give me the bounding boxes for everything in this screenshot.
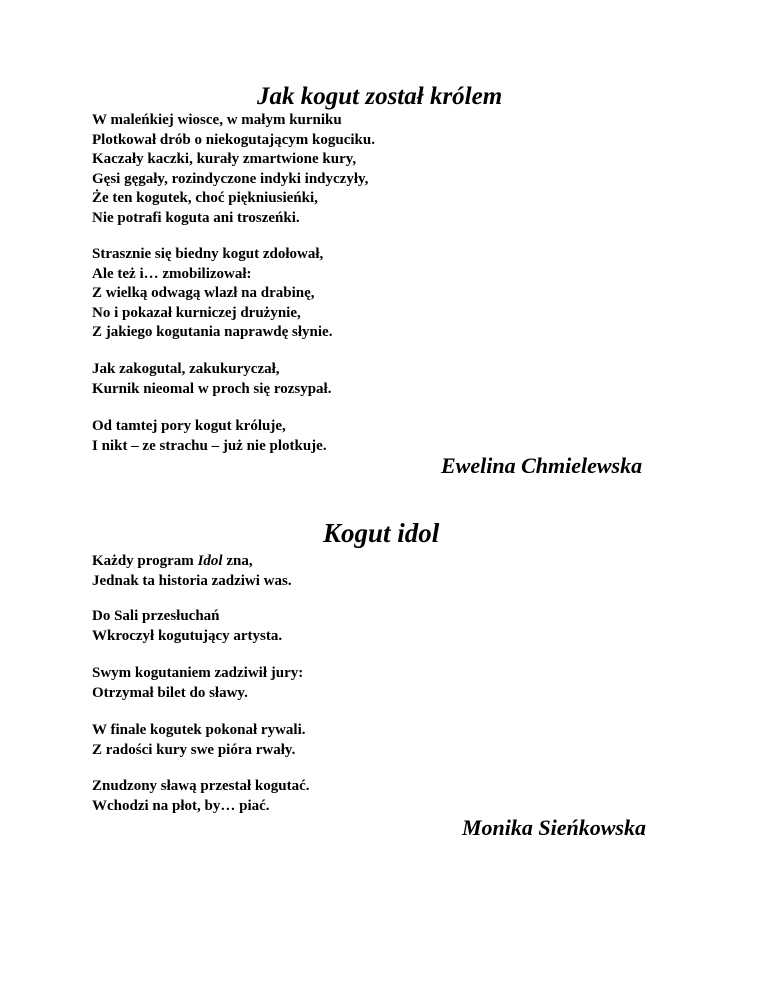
poem-line: Plotkował drób o niekogutającym koguciku. <box>92 131 375 148</box>
poem-line <box>92 552 292 572</box>
poem-line: Strasznie się biedny kogut zdołował, <box>92 246 324 262</box>
stanza <box>92 111 375 228</box>
stanza <box>92 777 310 816</box>
stanza <box>92 607 282 646</box>
poem-line: Wkroczył kogutujący artysta. <box>92 627 283 644</box>
poem-line: Wchodzi na płot, by… piać. <box>92 797 270 814</box>
poem-line: Znudzony sławą przestał kogutać. <box>92 778 310 794</box>
poem-line: Swym kogutaniem zadziwił jury: <box>92 665 304 681</box>
poem-line: Ale też i… zmobilizował: <box>92 265 252 282</box>
stanza <box>92 721 306 760</box>
poem-author: Ewelina Chmielewska <box>441 453 643 478</box>
stanza <box>92 245 332 343</box>
poem-line: Jak zakogutal, zakukuryczał, <box>92 361 280 377</box>
poem-line: Z wielką odwagą wlazł na drabinę, <box>92 285 315 301</box>
poem-line: Z radości kury swe pióra rwały. <box>92 741 296 758</box>
poem-line: Do Sali przesłuchań <box>92 608 220 624</box>
poem-line: Od tamtej pory kogut króluje, <box>92 418 286 434</box>
poem-title: Jak kogut został królem <box>257 83 503 110</box>
poem-line: Otrzymał bilet do sławy. <box>92 684 248 701</box>
poem-line: W finale kogutek pokonał rywali. <box>92 722 306 738</box>
poem-line-text: Każdy program <box>92 553 198 569</box>
stanza <box>92 360 331 399</box>
poem-line: Gęsi gęgały, rozindyczone indyki indyczyły, <box>92 170 369 187</box>
poem-line: Z jakiego kogutania naprawdę słynie. <box>92 324 333 340</box>
stanza <box>92 664 303 703</box>
poem-line: No i pokazał kurniczej drużynie, <box>92 304 301 321</box>
poem-line: Kurnik nieomal w proch się rozsypał. <box>92 380 332 397</box>
poem-line: Kaczały kaczki, kurały zmartwione kury, <box>92 151 357 167</box>
poem-line: Jednak ta historia zadziwi was. <box>92 572 292 589</box>
program-name: Idol <box>197 553 223 569</box>
poem-line: I nikt – ze strachu – już nie plotkuje. <box>92 437 327 454</box>
stanza <box>92 552 292 591</box>
poem-author: Monika Sieńkowska <box>462 815 646 840</box>
poem-line-text: zna, <box>222 553 253 569</box>
poem-line: Nie potrafi koguta ani troszeńki. <box>92 209 300 226</box>
poem-line: W maleńkiej wiosce, w małym kurniku <box>92 112 342 128</box>
poem-line: Że ten kogutek, choć piękniusieńki, <box>92 190 318 206</box>
poem-title: Kogut idol <box>323 518 440 548</box>
stanza <box>92 417 327 456</box>
